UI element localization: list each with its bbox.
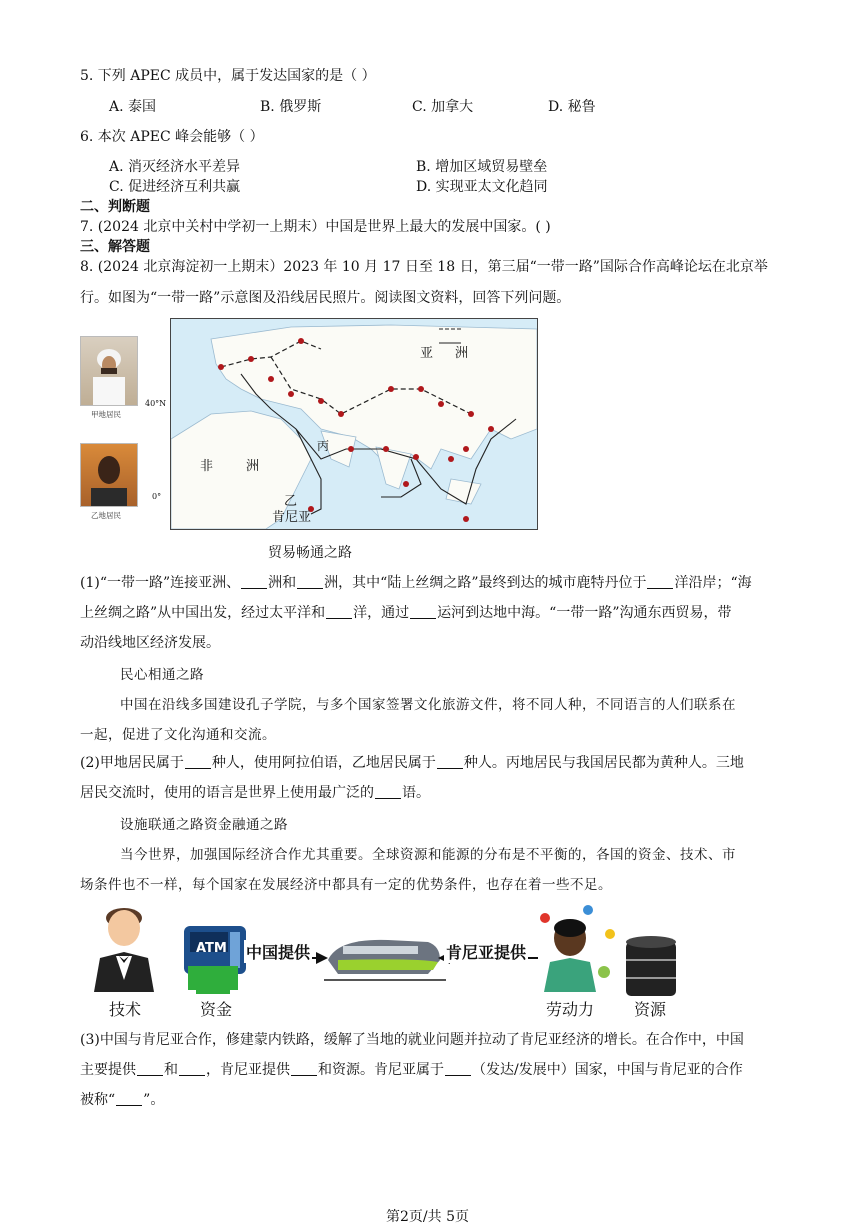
sheshi-line2: 场条件也不一样，每个国家在发展经济中都具有一定的优势条件，也存在着一些不足。 — [80, 877, 612, 893]
q6-option-d: D. 实现亚太文化趋同 — [416, 179, 548, 195]
p3-line1: (3)中国与肯尼亚合作，修建蒙内铁路，缓解了当地的就业问题并拉动了肯尼亚经济的增长。在合作中，中国 — [80, 1032, 744, 1048]
cooperation-flow-graphic — [88, 900, 788, 1020]
map-label-kenya: 肯尼亚 — [272, 510, 312, 525]
oil-barrel-icon — [626, 936, 676, 996]
labor-label: 劳动力 — [546, 1000, 595, 1019]
photo-yi-caption: 乙地居民 — [91, 511, 121, 520]
map-caption: 贸易畅通之路 — [268, 545, 352, 561]
map-lat-0: 0° — [152, 492, 162, 501]
african-person-icon — [81, 444, 137, 506]
q7: 7. (2024 北京中关村中学初一上期末）中国是世界上最大的发展中国家。( ) — [80, 219, 551, 235]
page-footer: 第2页/共 5页 — [386, 1209, 469, 1225]
businessman-icon — [94, 908, 154, 992]
p3-line3: 被称“ ”。 — [80, 1092, 165, 1108]
q5-option-c: C. 加拿大 — [412, 99, 474, 115]
minxin-title: 民心相通之路 — [120, 667, 204, 683]
q5-stem: 5. 下列 APEC 成员中，属于发达国家的是（ ） — [80, 68, 376, 84]
minxin-line1: 中国在沿线多国建设孔子学院，与多个国家签署文化旅游文件，将不同人种，不同语言的人们联系在 — [120, 697, 736, 713]
atm-label: ATM — [196, 941, 227, 956]
resource-label: 资源 — [634, 1000, 667, 1019]
map-label-bing: 丙 — [317, 439, 330, 453]
arab-person-icon — [81, 337, 137, 405]
q5-option-b: B. 俄罗斯 — [260, 99, 322, 115]
sheshi-line1: 当今世界，加强国际经济合作尤其重要。全球资源和能源的分布是不平衡的，各国的资金、技术、市 — [120, 847, 736, 863]
worker-icon — [540, 905, 615, 992]
section-answer: 三、解答题 — [80, 239, 150, 255]
p1-line2: 上丝绸之路”从中国出发，经过太平洋和 洋，通过 运河到达地中海。“一带一路”沟通东西贸易，带 — [80, 605, 732, 621]
p3-line2: 主要提供 和 ，肯尼亚提供 和资源。肯尼亚属于 （发达/发展中）国家，中国与肯尼亚的合作 — [80, 1062, 743, 1078]
q8-line2: 行。如图为“一带一路”示意图及沿线居民照片。阅读图文资料，回答下列问题。 — [80, 290, 571, 306]
kenya-provides-label: 肯尼亚提供 — [444, 940, 528, 963]
china-provides-label: 中国提供 — [244, 940, 312, 963]
p1-line1: (1)“一带一路”连接亚洲、 洲和 洲，其中“陆上丝绸之路”最终到达的城市鹿特丹位于 洋沿岸；“海 — [80, 575, 752, 591]
fund-label: 资金 — [200, 1000, 233, 1019]
belt-road-map — [170, 318, 538, 530]
minxin-line2: 一起，促进了文化沟通和交流。 — [80, 727, 276, 743]
sheshi-title: 设施联通之路资金融通之路 — [120, 817, 288, 833]
atm-icon — [184, 926, 246, 994]
p2-line2: 居民交流时，使用的语言是世界上使用最广泛的 语。 — [80, 785, 430, 801]
q6-option-a: A. 消灭经济水平差异 — [109, 159, 241, 175]
map-label-africa: 非 — [200, 459, 214, 474]
q5-option-d: D. 秘鲁 — [548, 99, 596, 115]
q6-option-c: C. 促进经济互利共赢 — [109, 179, 241, 195]
photo-jia — [80, 336, 138, 406]
q6-option-b: B. 增加区域贸易壁垒 — [416, 159, 548, 175]
map-label-yi: 乙 — [284, 494, 298, 509]
p2-line1: (2)甲地居民属于 种人，使用阿拉伯语，乙地居民属于 种人。丙地居民与我国居民都为黄种人。三地 — [80, 755, 744, 771]
q5-option-a: A. 泰国 — [109, 99, 157, 115]
map-label-africa-2: 洲 — [246, 459, 260, 474]
map-label-asia-2: 洲 — [455, 346, 469, 361]
train-icon — [324, 940, 446, 980]
q8-line1: 8. (2024 北京海淀初一上期末）2023 年 10 月 17 日至 18 日，第三届“一带一路”国际合作高峰论坛在北京举 — [80, 259, 768, 275]
photo-yi — [80, 443, 138, 507]
map-graphic — [171, 319, 537, 529]
p1-line3: 动沿线地区经济发展。 — [80, 635, 220, 651]
section-judgement: 二、判断题 — [80, 199, 150, 215]
map-lat-40: 40°N — [145, 399, 167, 408]
photo-jia-caption: 甲地居民 — [91, 410, 121, 419]
q6-stem: 6. 本次 APEC 峰会能够（ ） — [80, 129, 264, 145]
tech-label: 技术 — [109, 1000, 142, 1019]
cooperation-flow — [88, 900, 788, 1020]
map-label-asia: 亚 — [420, 346, 434, 361]
